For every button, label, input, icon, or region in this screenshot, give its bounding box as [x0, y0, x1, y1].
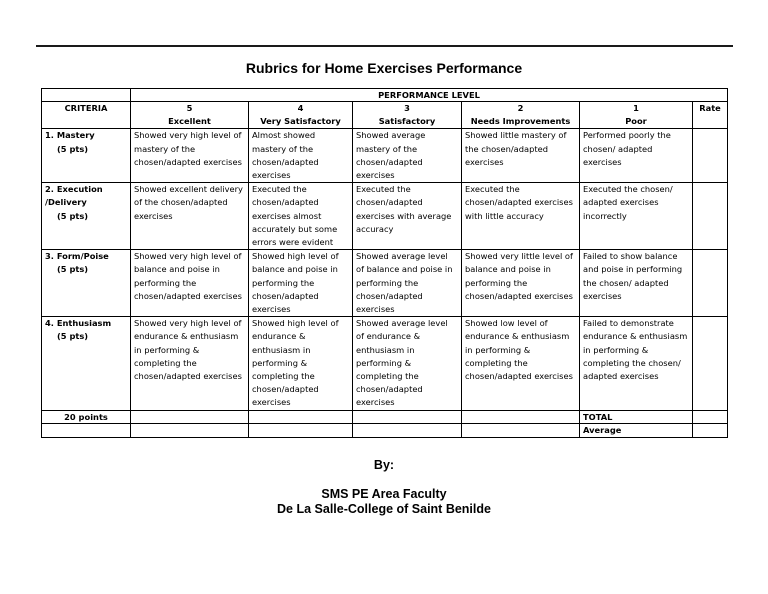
- level-label: Satisfactory: [378, 116, 436, 127]
- descriptor-cell: Almost showed mastery of the chosen/adapted exercises: [249, 129, 353, 183]
- criterion-points: (5 pts): [57, 210, 89, 221]
- descriptor-cell: Showed very high level of mastery of the chosen/adapted exercises: [131, 129, 249, 183]
- level-score: 5: [186, 103, 193, 113]
- rate-cell[interactable]: [693, 129, 728, 183]
- by-label: By:: [373, 458, 395, 472]
- descriptor-cell: Showed average mastery of the chosen/adapted exercises: [353, 129, 462, 183]
- descriptor-cell: Showed very little level of balance and poise in performing the chosen/adapted exercises: [462, 250, 580, 317]
- descriptor-cell: Showed excellent delivery of the chosen/adapted exercises: [131, 183, 249, 250]
- level-header-3: [353, 102, 462, 129]
- total-points: 20 points: [42, 410, 131, 424]
- criteria-header: CRITERIA: [42, 102, 131, 129]
- criterion-points: (5 pts): [57, 143, 89, 154]
- criterion-row-enthusiasm: [42, 317, 728, 410]
- descriptor-cell: Failed to demonstrate endurance & enthusiasm in performing & completing the chosen/ adapted exercises: [580, 317, 693, 410]
- level-score: 4: [297, 103, 304, 113]
- descriptor-cell: Executed the chosen/adapted exercises almost accurately but some errors were evident: [249, 183, 353, 250]
- empty-cell: [249, 410, 353, 424]
- criterion-row-execution: [42, 183, 728, 250]
- criterion-name: 2. Execution /Delivery: [45, 184, 103, 208]
- empty-cell: [462, 410, 580, 424]
- descriptor-cell: Showed very high level of endurance & enthusiasm in performing & completing the chosen/adapted exercises: [131, 317, 249, 410]
- rate-cell[interactable]: [693, 183, 728, 250]
- average-rate-cell[interactable]: [693, 424, 728, 438]
- criterion-cell: [42, 317, 131, 410]
- level-score: 3: [404, 103, 410, 113]
- empty-cell: [131, 410, 249, 424]
- performance-level-row: [42, 89, 728, 102]
- criterion-points: (5 pts): [57, 264, 89, 275]
- average-row: [42, 424, 728, 438]
- descriptor-cell: Showed very high level of balance and poise in performing the chosen/adapted exercises: [131, 250, 249, 317]
- total-label: TOTAL: [580, 410, 693, 424]
- college-name: De La Salle-College of Saint Benilde: [277, 502, 491, 516]
- level-header-5: [131, 102, 249, 129]
- rate-header: Rate: [693, 102, 728, 129]
- level-label: Excellent: [168, 116, 211, 127]
- average-label: Average: [580, 424, 693, 438]
- total-rate-cell[interactable]: [693, 410, 728, 424]
- rate-cell[interactable]: [693, 317, 728, 410]
- criterion-row-mastery: [42, 129, 728, 183]
- performance-level-header: PERFORMANCE LEVEL: [131, 89, 728, 102]
- criterion-name: 4. Enthusiasm: [45, 318, 112, 329]
- rubric-table: [41, 88, 728, 438]
- empty-cell: [249, 424, 353, 438]
- faculty-name: SMS PE Area Faculty: [321, 487, 447, 501]
- rate-cell[interactable]: [693, 250, 728, 317]
- descriptor-cell: Performed poorly the chosen/ adapted exercises: [580, 129, 693, 183]
- column-header-row: [42, 102, 728, 129]
- criterion-name: 1. Mastery: [45, 130, 95, 141]
- empty-cell: [462, 424, 580, 438]
- criterion-row-form-poise: [42, 250, 728, 317]
- descriptor-cell: Executed the chosen/ adapted exercises incorrectly: [580, 183, 693, 250]
- empty-cell: [353, 410, 462, 424]
- descriptor-cell: Showed high level of balance and poise in performing the chosen/adapted exercises: [249, 250, 353, 317]
- empty-cell: [353, 424, 462, 438]
- blank-cell: [42, 89, 131, 102]
- level-score: 1: [633, 103, 639, 113]
- criterion-points: (5 pts): [57, 331, 89, 342]
- descriptor-cell: Showed average level of endurance & enthusiasm in performing & completing the chosen/adapted exercises: [353, 317, 462, 410]
- criterion-name: 3. Form/Poise: [45, 251, 109, 262]
- document-title: Rubrics for Home Exercises Performance: [245, 60, 523, 76]
- descriptor-cell: Showed low level of endurance & enthusiasm in performing & completing the chosen/adapted exercises: [462, 317, 580, 410]
- empty-cell: [131, 424, 249, 438]
- total-row: [42, 410, 728, 424]
- level-header-2: [462, 102, 580, 129]
- criterion-cell: [42, 250, 131, 317]
- descriptor-cell: Showed average level of balance and poise in performing the chosen/adapted exercises: [353, 250, 462, 317]
- level-label: Needs Improvements: [470, 116, 571, 127]
- level-score: 2: [517, 103, 524, 113]
- descriptor-cell: Showed little mastery of the chosen/adapted exercises: [462, 129, 580, 183]
- level-label: Very Satisfactory: [260, 116, 341, 127]
- criterion-cell: [42, 183, 131, 250]
- descriptor-cell: Showed high level of endurance & enthusiasm in performing & completing the chosen/adapted exercises: [249, 317, 353, 410]
- descriptor-cell: Executed the chosen/adapted exercises with average accuracy: [353, 183, 462, 250]
- descriptor-cell: Failed to show balance and poise in performing the chosen/ adapted exercises: [580, 250, 693, 317]
- top-rule: [36, 45, 733, 47]
- descriptor-cell: Executed the chosen/adapted exercises with little accuracy: [462, 183, 580, 250]
- empty-cell: [42, 424, 131, 438]
- criterion-cell: [42, 129, 131, 183]
- level-header-1: [580, 102, 693, 129]
- level-header-4: [249, 102, 353, 129]
- level-label: Poor: [625, 116, 647, 127]
